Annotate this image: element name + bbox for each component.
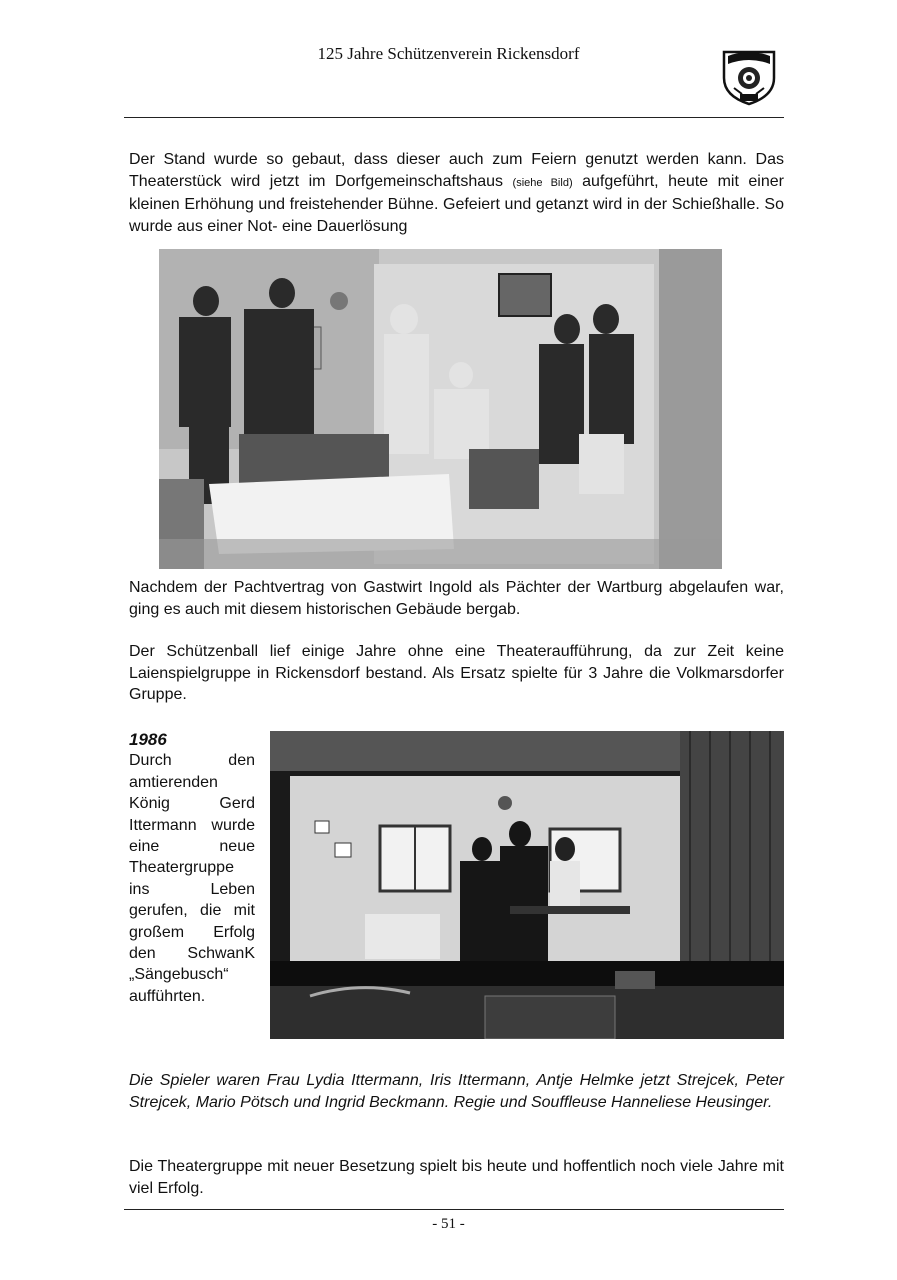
intro-text-1: Der Stand wurde so gebaut, dass dieser auch zum Feiern genutzt werden kann. Das Theaterstück wird jetzt im Dorfgemeinschaftshaus [129,151,784,190]
paragraph-pachtvertrag: Nachdem der Pachtvertrag von Gastwirt Ingold als Pächter der Wartburg abgelaufen war, ging es auch mit diesem historischen Gebäude bergab. [129,579,784,618]
photo-theater-scene-1986 [270,731,784,1039]
page-header-title: 125 Jahre Schützenverein Rickensdorf [317,44,580,63]
year-label: 1986 [129,730,167,749]
paragraph-spieler: Die Spieler waren Frau Lydia Ittermann, Iris Ittermann, Antje Helmke jetzt Strejcek, Peter Strejcek, Mario Pötsch und Ingrid Beckmann. Regie und Souffleuse Hanneliese Heusinger. [129,1072,784,1111]
paragraph-closing: Die Theatergruppe mit neuer Besetzung spielt bis heute und hoffentlich noch viele Jahre mit viel Erfolg. [129,1158,784,1197]
page-number: - 51 - [432,1216,465,1232]
year-text: Durch den amtierenden König Gerd Ittermann wurde eine neue Theatergruppe ins Leben gerufen, die mit großem Erfolg den SchwanK „Sängebusch“ aufführten. [129,752,255,1005]
footer-rule [124,1209,784,1210]
intro-text-2: aufgeführt, heute mit einer kleinen Erhöhung und freistehender Bühne. Gefeiert und getanzt wird in der Schießhalle. So wurde aus einer Not- eine Dauerlösung [129,172,784,235]
paragraph-intro [129,149,784,237]
intro-reference: (siehe Bild) [512,176,573,189]
photo-theater-scene-1 [159,249,722,569]
header-rule [124,117,784,118]
paragraph-1986 [129,729,255,1007]
club-emblem [718,44,780,106]
paragraph-schuetzenball: Der Schützenball lief einige Jahre ohne eine Theateraufführung, da zur Zeit keine Laienspielgruppe in Rickensdorf bestand. Als Ersatz spielte für 3 Jahre die Volkmarsdorfer Gruppe. [129,643,784,703]
year-line [129,729,255,750]
